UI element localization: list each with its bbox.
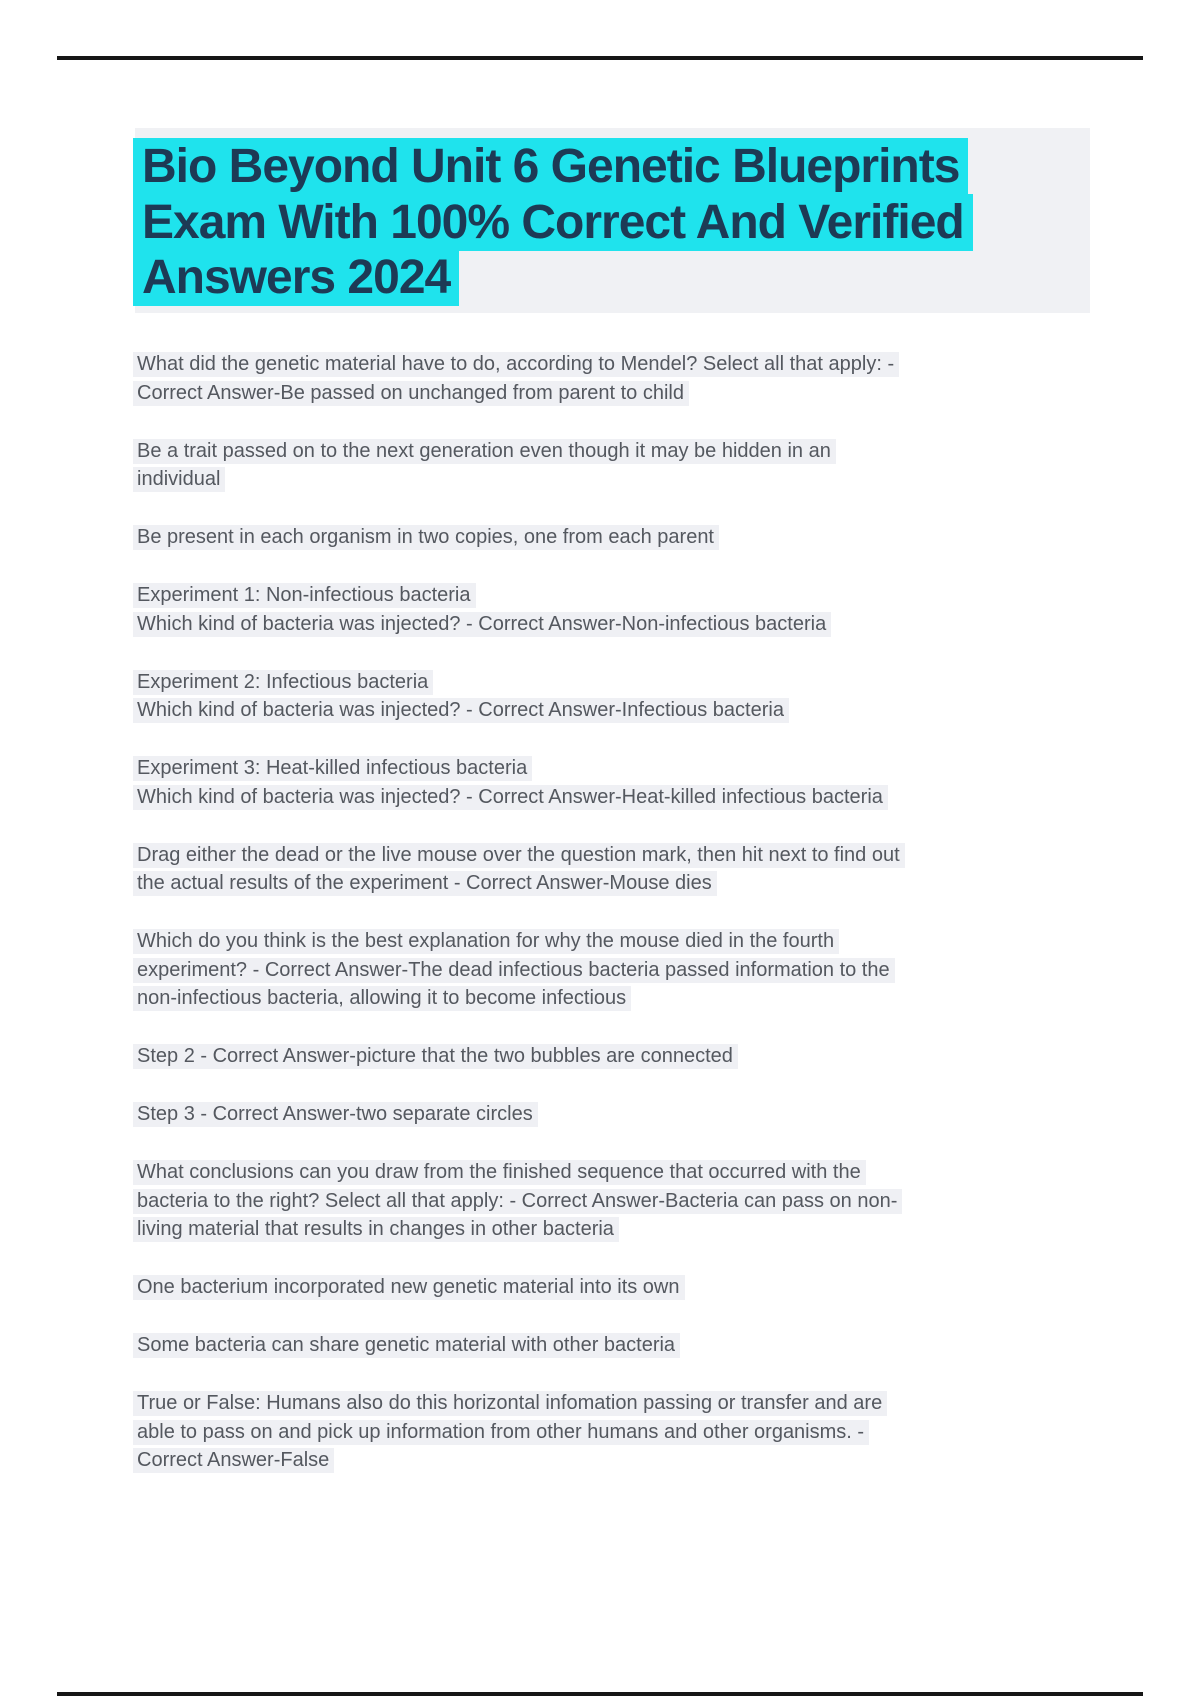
paragraph [137,582,1047,639]
line-text: Experiment 1: Non-infectious bacteria [133,583,476,608]
line-text: Which kind of bacteria was injected? - Correct Answer-Infectious bacteria [133,698,789,723]
line-text: Be a trait passed on to the next generation even though it may be hidden in an [133,439,836,464]
paragraph [137,842,1047,899]
line-text: Step 2 - Correct Answer-picture that the two bubbles are connected [133,1044,738,1069]
paragraph-line [137,1390,1047,1419]
paragraph-line [137,985,1047,1014]
title-line [135,139,1090,195]
paragraph [137,351,1047,408]
line-text: Which do you think is the best explanation for why the mouse died in the fourth [133,929,839,954]
paragraph-line [137,842,1047,871]
line-text: the actual results of the experiment - Correct Answer-Mouse dies [133,871,717,896]
line-text: Experiment 2: Infectious bacteria [133,670,433,695]
paragraph-line [137,669,1047,698]
paragraph-line [137,438,1047,467]
line-text: One bacterium incorporated new genetic material into its own [133,1275,685,1300]
line-text: Drag either the dead or the live mouse over the question mark, then hit next to find out [133,843,905,868]
line-text: able to pass on and pick up information from other humans and other organisms. - [133,1420,869,1445]
paragraph [137,438,1047,495]
line-text: Some bacteria can share genetic material with other bacteria [133,1333,680,1358]
paragraph-line [137,870,1047,899]
line-text: Experiment 3: Heat-killed infectious bacteria [133,756,532,781]
paragraph-line [137,755,1047,784]
title-highlight: Exam With 100% Correct And Verified [133,194,973,251]
paragraph [137,1159,1047,1245]
line-text: Step 3 - Correct Answer-two separate circles [133,1102,538,1127]
paragraph-line [137,697,1047,726]
paragraph-line [137,351,1047,380]
line-text: Which kind of bacteria was injected? - Correct Answer-Heat-killed infectious bacteria [133,785,888,810]
paragraph-line [137,784,1047,813]
document-title [135,128,1090,313]
paragraph [137,1390,1047,1476]
line-text: What did the genetic material have to do, according to Mendel? Select all that apply: - [133,352,899,377]
paragraph-line [137,466,1047,495]
line-text: individual [133,467,225,492]
line-text: Correct Answer-Be passed on unchanged from parent to child [133,381,689,406]
paragraph-line [137,1419,1047,1448]
title-line [135,250,1090,306]
paragraph-line [137,1216,1047,1245]
line-text: experiment? - Correct Answer-The dead infectious bacteria passed information to the [133,958,895,983]
paragraph-line [137,1188,1047,1217]
paragraph-line [137,1159,1047,1188]
paragraph [137,1274,1047,1303]
line-text: Which kind of bacteria was injected? - Correct Answer-Non-infectious bacteria [133,612,831,637]
line-text: bacteria to the right? Select all that apply: - Correct Answer-Bacteria can pass on non- [133,1189,902,1214]
paragraph-line [137,524,1047,553]
top-rule [57,56,1143,60]
line-text: non-infectious bacteria, allowing it to become infectious [133,986,631,1011]
paragraph-line [137,928,1047,957]
paragraph-line [137,1447,1047,1476]
paragraph [137,524,1047,553]
document-body [137,351,1047,1505]
title-highlight: Bio Beyond Unit 6 Genetic Blueprints [133,138,968,195]
bottom-rule [57,1692,1143,1696]
paragraph [137,1043,1047,1072]
line-text: Be present in each organism in two copies, one from each parent [133,525,719,550]
paragraph-line [137,582,1047,611]
paragraph-line [137,957,1047,986]
line-text: What conclusions can you draw from the finished sequence that occurred with the [133,1160,866,1185]
paragraph-line [137,611,1047,640]
paragraph-line [137,1101,1047,1130]
line-text: living material that results in changes in other bacteria [133,1217,619,1242]
paragraph [137,755,1047,812]
paragraph [137,669,1047,726]
paragraph-line [137,380,1047,409]
paragraph [137,1101,1047,1130]
paragraph-line [137,1043,1047,1072]
paragraph-line [137,1274,1047,1303]
line-text: Correct Answer-False [133,1448,334,1473]
paragraph [137,1332,1047,1361]
line-text: True or False: Humans also do this horizontal infomation passing or transfer and are [133,1391,887,1416]
paragraph [137,928,1047,1014]
title-line [135,195,1090,251]
title-highlight: Answers 2024 [133,249,459,306]
paragraph-line [137,1332,1047,1361]
